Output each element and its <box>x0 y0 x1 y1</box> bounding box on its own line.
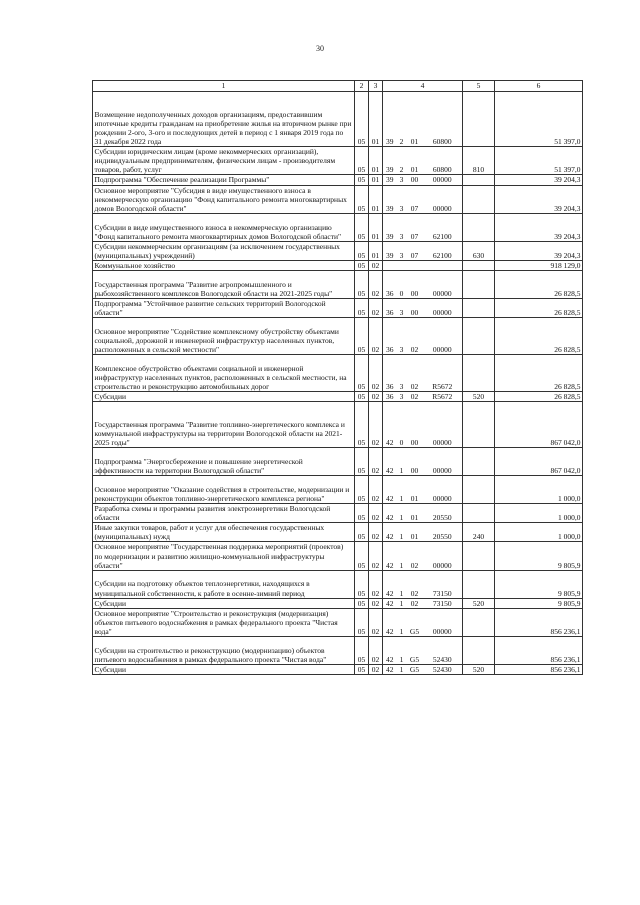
row-direction: 00000 <box>423 175 463 185</box>
row-name: Возмещение недополученных доходов организациям, предоставившим ипотечные кредиты гражданам на приобретение жилья на вторичном рынке при рождении 2-ого, 3-ого и последующих детей в период с 1 января 2019 года по 31 декабря 2022 года <box>93 92 355 147</box>
row-name: Комплексное обустройство объектами социальной и инженерной инфраструктур населенных пунктов, расположенных в сельской местности, на строительство и реконструкцию автомобильных дорог <box>93 355 355 392</box>
row-expense-type <box>463 542 495 570</box>
row-amount: 9 805,9 <box>495 598 583 608</box>
row-section: 05 <box>355 598 369 608</box>
row-section: 05 <box>355 271 369 299</box>
row-expense-type <box>463 355 495 392</box>
row-expense-type: 810 <box>463 147 495 175</box>
row-direction: 00000 <box>423 318 463 355</box>
row-amount: 26 828,5 <box>495 318 583 355</box>
table-header-row <box>93 81 583 92</box>
row-measure: 02 <box>407 598 423 608</box>
row-name: Государственная программа "Развитие агропромышленного и рыбохозяйственного комплексов Вологодской области на 2021-2025 годы" <box>93 271 355 299</box>
row-section: 05 <box>355 185 369 213</box>
row-measure: G5 <box>407 608 423 636</box>
row-amount: 26 828,5 <box>495 298 583 317</box>
row-subsection: 02 <box>369 523 383 542</box>
row-subprogram: 1 <box>397 598 407 608</box>
row-name: Субсидии на подготовку объектов теплоэнергетики, находящихся в муниципальной собственности, к работе в осенне-зимний период <box>93 570 355 598</box>
table-row <box>93 476 583 504</box>
row-program: 42 <box>383 402 397 448</box>
row-subsection: 02 <box>369 392 383 402</box>
table-row <box>93 355 583 392</box>
row-direction: 00000 <box>423 271 463 299</box>
row-program: 36 <box>383 298 397 317</box>
row-measure: 00 <box>407 448 423 476</box>
row-name: Основное мероприятие "Строительство и реконструкция (модернизация) объектов питьевого водоснабжения в рамках федерального проекта "Чистая вода" <box>93 608 355 636</box>
row-amount: 856 236,1 <box>495 608 583 636</box>
row-expense-type <box>463 636 495 664</box>
table-row <box>93 298 583 317</box>
table-row <box>93 260 583 270</box>
row-subsection: 02 <box>369 318 383 355</box>
row-subsection: 01 <box>369 213 383 241</box>
row-subsection: 02 <box>369 598 383 608</box>
table-row <box>93 185 583 213</box>
row-expense-type: 630 <box>463 241 495 260</box>
row-direction: 62100 <box>423 213 463 241</box>
row-subprogram: 1 <box>397 608 407 636</box>
table-row <box>93 542 583 570</box>
row-subprogram: 1 <box>397 542 407 570</box>
row-subsection: 01 <box>369 147 383 175</box>
row-name: Субсидии юридическим лицам (кроме некоммерческих организаций), индивидуальным предпринимателям, физическим лицам - производителям товаров, работ, услуг <box>93 147 355 175</box>
row-program: 42 <box>383 504 397 523</box>
row-amount: 867 042,0 <box>495 448 583 476</box>
row-direction: 00000 <box>423 542 463 570</box>
row-program: 42 <box>383 636 397 664</box>
table-row <box>93 175 583 185</box>
row-measure: 01 <box>407 504 423 523</box>
row-subprogram: 1 <box>397 636 407 664</box>
row-direction: 60800 <box>423 92 463 147</box>
row-direction: 52430 <box>423 664 463 674</box>
row-section: 05 <box>355 542 369 570</box>
row-subprogram: 1 <box>397 448 407 476</box>
row-direction <box>423 260 463 270</box>
row-program: 36 <box>383 318 397 355</box>
row-subsection: 02 <box>369 402 383 448</box>
row-program: 42 <box>383 598 397 608</box>
row-program: 42 <box>383 476 397 504</box>
row-direction: 73150 <box>423 598 463 608</box>
header-cell-3: 3 <box>369 81 383 92</box>
row-measure: 01 <box>407 92 423 147</box>
row-program: 36 <box>383 392 397 402</box>
row-subprogram: 1 <box>397 570 407 598</box>
row-expense-type: 520 <box>463 392 495 402</box>
row-amount: 1 000,0 <box>495 476 583 504</box>
row-expense-type <box>463 213 495 241</box>
row-section: 05 <box>355 402 369 448</box>
row-name: Государственная программа "Развитие топливно-энергетического комплекса и коммунальной инфраструктуры на территории Вологодской области на 2021-2025 годы" <box>93 402 355 448</box>
header-cell-4: 4 <box>383 81 463 92</box>
row-subsection: 02 <box>369 664 383 674</box>
row-section: 05 <box>355 355 369 392</box>
row-program <box>383 260 397 270</box>
row-section: 05 <box>355 318 369 355</box>
table-row <box>93 598 583 608</box>
header-cell-6: 6 <box>495 81 583 92</box>
row-subsection: 02 <box>369 608 383 636</box>
row-measure: 01 <box>407 147 423 175</box>
row-section: 05 <box>355 504 369 523</box>
row-amount: 26 828,5 <box>495 392 583 402</box>
row-name: Субсидии на строительство и реконструкцию (модернизацию) объектов питьевого водоснабжения в рамках федерального проекта "Чистая вода" <box>93 636 355 664</box>
row-amount: 26 828,5 <box>495 355 583 392</box>
row-subprogram: 3 <box>397 185 407 213</box>
table-row <box>93 608 583 636</box>
row-subprogram: 2 <box>397 147 407 175</box>
row-direction: 20550 <box>423 504 463 523</box>
row-subsection: 01 <box>369 185 383 213</box>
row-section: 05 <box>355 298 369 317</box>
row-amount: 51 397,0 <box>495 147 583 175</box>
row-name: Основное мероприятие "Содействие комплексному обустройству объектами социальной, дорожной и инженерной инфраструктур населенных пунктов, расположенных в сельской местности" <box>93 318 355 355</box>
row-measure: 07 <box>407 241 423 260</box>
row-subsection: 02 <box>369 542 383 570</box>
row-subsection: 02 <box>369 476 383 504</box>
row-program: 42 <box>383 523 397 542</box>
row-direction: 20550 <box>423 523 463 542</box>
row-name: Подпрограмма "Энергосбережение и повышение энергетической эффективности на территории Вологодской области" <box>93 448 355 476</box>
row-subprogram: 3 <box>397 213 407 241</box>
row-measure: 01 <box>407 476 423 504</box>
row-subprogram: 3 <box>397 355 407 392</box>
row-program: 42 <box>383 664 397 674</box>
row-expense-type <box>463 504 495 523</box>
table-row <box>93 523 583 542</box>
row-expense-type <box>463 271 495 299</box>
row-measure: 00 <box>407 298 423 317</box>
row-program: 36 <box>383 355 397 392</box>
row-amount: 51 397,0 <box>495 92 583 147</box>
row-direction: 60800 <box>423 147 463 175</box>
row-expense-type <box>463 570 495 598</box>
row-measure: 02 <box>407 570 423 598</box>
row-name: Основное мероприятие "Субсидия в виде имущественного взноса в некоммерческую организацию "Фонд капитального ремонта многоквартирных домов Вологодской области" <box>93 185 355 213</box>
row-expense-type <box>463 185 495 213</box>
row-direction: 52430 <box>423 636 463 664</box>
row-subprogram: 1 <box>397 523 407 542</box>
row-name: Основное мероприятие "Государственная поддержка мероприятий (проектов) по модернизации и развитию жилищно-коммунальной инфраструктуры области" <box>93 542 355 570</box>
row-subsection: 01 <box>369 92 383 147</box>
row-amount: 39 204,3 <box>495 213 583 241</box>
row-subprogram: 3 <box>397 298 407 317</box>
row-subsection: 02 <box>369 271 383 299</box>
row-amount: 39 204,3 <box>495 185 583 213</box>
row-expense-type <box>463 448 495 476</box>
row-section: 05 <box>355 523 369 542</box>
row-expense-type <box>463 175 495 185</box>
row-name: Основное мероприятие "Оказание содействия в строительстве, модернизации и реконструкции объектов топливно-энергетического комплекса региона" <box>93 476 355 504</box>
row-measure: 00 <box>407 175 423 185</box>
row-measure: 02 <box>407 542 423 570</box>
row-measure: G5 <box>407 664 423 674</box>
table-row <box>93 664 583 674</box>
table-row <box>93 92 583 147</box>
row-subsection: 02 <box>369 260 383 270</box>
row-subprogram: 1 <box>397 664 407 674</box>
row-subsection: 02 <box>369 448 383 476</box>
row-subprogram: 3 <box>397 175 407 185</box>
row-section: 05 <box>355 608 369 636</box>
row-amount: 1 000,0 <box>495 523 583 542</box>
row-amount: 26 828,5 <box>495 271 583 299</box>
row-name: Субсидии <box>93 664 355 674</box>
row-expense-type: 520 <box>463 598 495 608</box>
row-amount: 918 129,0 <box>495 260 583 270</box>
row-amount: 9 805,9 <box>495 570 583 598</box>
row-program: 42 <box>383 542 397 570</box>
row-program: 42 <box>383 608 397 636</box>
row-expense-type <box>463 260 495 270</box>
table-row <box>93 213 583 241</box>
row-subprogram: 0 <box>397 402 407 448</box>
row-expense-type <box>463 608 495 636</box>
row-section: 05 <box>355 664 369 674</box>
row-section: 05 <box>355 570 369 598</box>
row-program: 39 <box>383 175 397 185</box>
row-direction: 00000 <box>423 402 463 448</box>
row-expense-type: 240 <box>463 523 495 542</box>
row-direction: 00000 <box>423 476 463 504</box>
row-subprogram: 3 <box>397 318 407 355</box>
row-subprogram: 0 <box>397 271 407 299</box>
row-amount: 39 204,3 <box>495 175 583 185</box>
header-cell-2: 2 <box>355 81 369 92</box>
table-row <box>93 504 583 523</box>
row-amount: 1 000,0 <box>495 504 583 523</box>
table-row <box>93 570 583 598</box>
row-name: Подпрограмма "Устойчивое развитие сельских территорий Вологодской области" <box>93 298 355 317</box>
row-measure: 02 <box>407 392 423 402</box>
row-direction: 62100 <box>423 241 463 260</box>
header-cell-5: 5 <box>463 81 495 92</box>
row-subsection: 01 <box>369 175 383 185</box>
header-cell-1: 1 <box>93 81 355 92</box>
row-measure: 01 <box>407 523 423 542</box>
row-direction: R5672 <box>423 355 463 392</box>
table-row <box>93 271 583 299</box>
row-expense-type <box>463 476 495 504</box>
budget-table <box>92 80 583 675</box>
row-direction: 00000 <box>423 448 463 476</box>
row-expense-type <box>463 92 495 147</box>
row-name: Коммунальное хозяйство <box>93 260 355 270</box>
row-direction: 00000 <box>423 608 463 636</box>
row-subsection: 02 <box>369 570 383 598</box>
row-measure: 02 <box>407 318 423 355</box>
row-direction: 00000 <box>423 298 463 317</box>
table-row <box>93 636 583 664</box>
row-subsection: 02 <box>369 298 383 317</box>
row-section: 05 <box>355 636 369 664</box>
row-program: 42 <box>383 570 397 598</box>
row-amount: 856 236,1 <box>495 636 583 664</box>
row-direction: 73150 <box>423 570 463 598</box>
table-body <box>93 92 583 675</box>
row-name: Субсидии в виде имущественного взноса в некоммерческую организацию "Фонд капитального ремонта многоквартирных домов Вологодской области" <box>93 213 355 241</box>
row-subsection: 02 <box>369 355 383 392</box>
row-program: 39 <box>383 185 397 213</box>
row-subprogram: 3 <box>397 241 407 260</box>
row-measure: G5 <box>407 636 423 664</box>
row-subsection: 02 <box>369 636 383 664</box>
row-amount: 9 805,9 <box>495 542 583 570</box>
row-expense-type <box>463 402 495 448</box>
row-program: 36 <box>383 271 397 299</box>
row-section: 05 <box>355 241 369 260</box>
row-subprogram: 1 <box>397 504 407 523</box>
row-expense-type: 520 <box>463 664 495 674</box>
row-section: 05 <box>355 448 369 476</box>
table-row <box>93 448 583 476</box>
row-direction: 00000 <box>423 185 463 213</box>
row-subsection: 01 <box>369 241 383 260</box>
row-subprogram: 1 <box>397 476 407 504</box>
row-measure: 00 <box>407 271 423 299</box>
row-section: 05 <box>355 476 369 504</box>
row-section: 05 <box>355 260 369 270</box>
row-program: 39 <box>383 92 397 147</box>
row-measure: 02 <box>407 355 423 392</box>
row-section: 05 <box>355 213 369 241</box>
row-name: Субсидии <box>93 392 355 402</box>
table-row <box>93 392 583 402</box>
row-name: Подпрограмма "Обеспечение реализации Программы" <box>93 175 355 185</box>
row-section: 05 <box>355 392 369 402</box>
table-row <box>93 147 583 175</box>
row-name: Субсидии некоммерческим организациям (за исключением государственных (муниципальных) учреждений) <box>93 241 355 260</box>
row-subprogram: 2 <box>397 92 407 147</box>
row-measure: 00 <box>407 402 423 448</box>
row-measure: 07 <box>407 185 423 213</box>
row-amount: 856 236,1 <box>495 664 583 674</box>
row-subprogram: 3 <box>397 392 407 402</box>
row-name: Субсидии <box>93 598 355 608</box>
row-name: Иные закупки товаров, работ и услуг для обеспечения государственных (муниципальных) нужд <box>93 523 355 542</box>
row-expense-type <box>463 318 495 355</box>
row-program: 39 <box>383 147 397 175</box>
row-program: 39 <box>383 241 397 260</box>
row-direction: R5672 <box>423 392 463 402</box>
row-amount: 39 204,3 <box>495 241 583 260</box>
row-section: 05 <box>355 175 369 185</box>
row-measure <box>407 260 423 270</box>
row-measure: 07 <box>407 213 423 241</box>
row-expense-type <box>463 298 495 317</box>
row-name: Разработка схемы и программы развития электроэнергетики Вологодской области <box>93 504 355 523</box>
row-section: 05 <box>355 92 369 147</box>
row-program: 39 <box>383 213 397 241</box>
row-subsection: 02 <box>369 504 383 523</box>
page-number: 30 <box>316 44 324 53</box>
row-section: 05 <box>355 147 369 175</box>
table-row <box>93 402 583 448</box>
table-row <box>93 241 583 260</box>
table-row <box>93 318 583 355</box>
row-program: 42 <box>383 448 397 476</box>
row-subprogram <box>397 260 407 270</box>
row-amount: 867 042,0 <box>495 402 583 448</box>
